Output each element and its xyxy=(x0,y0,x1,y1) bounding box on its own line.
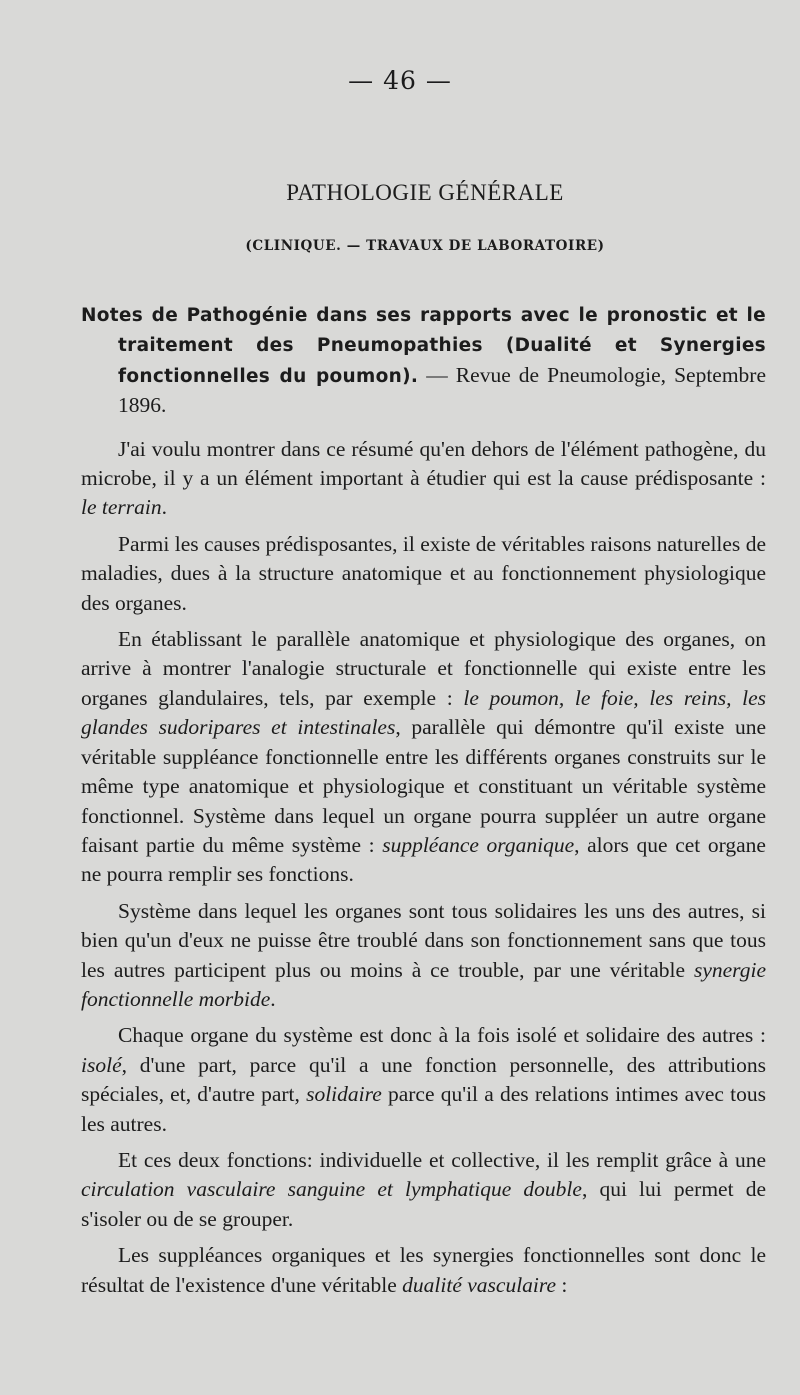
text-run: : xyxy=(556,1272,568,1297)
paragraph-4 xyxy=(81,897,766,1015)
text-run: , qui lui permet de s'isoler ou de se grouper. xyxy=(81,1177,767,1231)
entry-title: Notes de Pathogénie dans ses rapports avec le pronostic et le traitement des Pneumopathies (Dualité et Synergies fonctionnelles du poumon). xyxy=(81,305,766,387)
paragraph-3 xyxy=(81,625,766,890)
text-run: Système dans lequel les organes sont tous solidaires les uns des autres, si bien qu'un d'eux ne puisse être troublé dans son fonctionnement sans que tous les autres participent plus ou moins à ce trouble, par une véritable xyxy=(81,898,766,982)
text-run: Chaque organe du système est donc à la fois isolé et solidaire des autres : xyxy=(118,1023,766,1048)
paragraph-5 xyxy=(81,1021,766,1139)
bibliographic-entry xyxy=(81,300,766,421)
italic-run: synergie fonctionnelle morbide xyxy=(81,957,766,1011)
paragraph-1 xyxy=(81,435,766,523)
italic-run: dualité vasculaire xyxy=(402,1272,557,1297)
paragraph-7 xyxy=(81,1241,766,1300)
italic-run: suppléance organique xyxy=(382,832,575,857)
italic-run: isolé xyxy=(81,1052,122,1077)
text-run: Et ces deux fonctions: individuelle et collective, il les remplit grâce à une xyxy=(118,1147,766,1172)
entry-source: — Revue de Pneumologie, Septembre 1896. xyxy=(118,362,767,418)
italic-run: circulation vasculaire sanguine et lymphatique double xyxy=(81,1177,582,1202)
text-run: . xyxy=(270,986,276,1011)
italic-run: le terrain xyxy=(81,495,162,520)
italic-run: solidaire xyxy=(306,1082,382,1107)
section-subtitle: (CLINIQUE. — TRAVAUX DE LABORATOIRE) xyxy=(245,238,605,254)
text-run: . xyxy=(161,495,167,520)
italic-run: le poumon, le foie, les reins, les glandes sudoripares et intestinales xyxy=(81,685,766,740)
page-number: — 46 — xyxy=(348,66,452,95)
paragraph-2 xyxy=(81,530,766,618)
text-run: En établissant le parallèle anatomique et physiologique des organes, on arrive à montrer l'analogie structurale et fonctionnelle qui existe entre les organes glandulaires, tels, par exemple : xyxy=(81,627,766,710)
text-run: Parmi les causes prédisposantes, il existe de véritables raisons naturelles de maladies, dues à la structure anatomique et au fonctionnement physiologique des organes. xyxy=(81,531,766,615)
body-text xyxy=(81,300,766,1307)
section-title: PATHOLOGIE GÉNÉRALE xyxy=(286,180,564,205)
text-run: , parallèle qui démontre qu'il existe une véritable suppléance fonctionnelle entre les différents organes construits sur le même type anatomique et physiologique et constituant un véritable système fonctionnel. Système dans lequel un organe pourra suppléer un autre organe faisant partie du même système : xyxy=(81,715,766,857)
text-run: parce qu'il a des relations intimes avec tous les autres. xyxy=(81,1082,767,1136)
text-run: , d'une part, parce qu'il a une fonction personnelle, des attributions spéciales, et, d'autre part, xyxy=(81,1052,766,1107)
paragraph-6 xyxy=(81,1146,766,1234)
text-run: J'ai voulu montrer dans ce résumé qu'en dehors de l'élément pathogène, du microbe, il y a un élément important à étudier qui est la cause prédisposante : xyxy=(81,436,766,491)
text-run: , alors que cet organe ne pourra remplir ses fonctions. xyxy=(81,832,766,887)
text-run: Les suppléances organiques et les synergies fonctionnelles sont donc le résultat de l'existence d'une véritable xyxy=(81,1243,766,1297)
